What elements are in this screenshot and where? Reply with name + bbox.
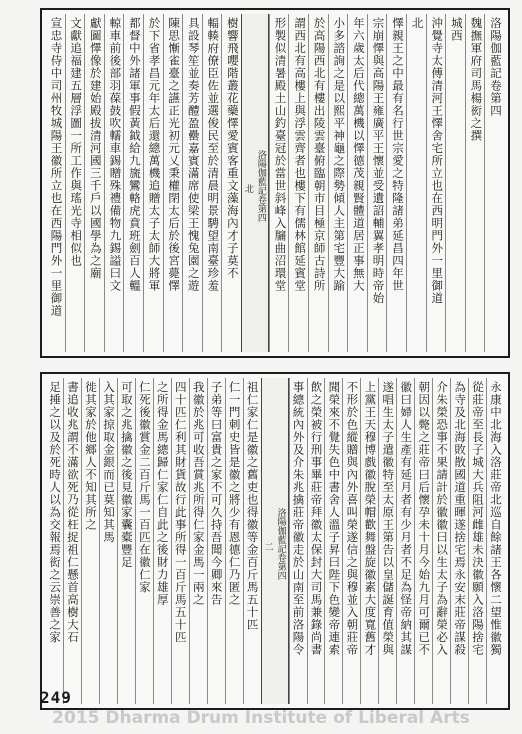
- text-column: 入其家掠取金銀而已莫知其馬: [99, 378, 117, 704]
- fold-title: 洛陽伽藍記卷第四: [255, 150, 266, 222]
- text-column: 輬車前後部羽葆鼓吹轜車錫贈殊禮備物九錫謚曰文: [104, 14, 124, 352]
- fold-margin: [261, 378, 289, 704]
- text-column: 為寺及北海敗散國道重暉遂捨宅焉永安末莊帝謀殺: [450, 378, 468, 704]
- text-column: 於下省孝昌元年太后還總萬機追贈太子太師大將軍: [143, 14, 163, 352]
- text-column: 飲之榮被行刑事畢莊帝拜徽太保封大司馬兼錄尚書: [307, 378, 325, 704]
- text-column: 都督中外諸軍事假黃鉞給九旒鸞輅虎賁班劍百人轀: [123, 14, 143, 352]
- text-column: 小多諮詢之是以熙平神龜之際勢傾人主第宅豐大踰: [328, 14, 348, 352]
- text-column: 仁死後徽賞金二百斤馬一百匹在徽仁家: [135, 378, 153, 704]
- fold-margin: [241, 14, 269, 352]
- text-column: 文獻追福建五層浮圖一所工作與瑤光寺相似也: [65, 14, 85, 352]
- text-column: 之所得金馬總歸仁家仁自此之後財力雄厚: [153, 378, 171, 704]
- text-column: 年六歲太后代總萬機以懌德茂親賢體道居正事無大: [347, 14, 367, 352]
- text-column: 我徽於兆可收吾賞兆所得仁家金馬一兩之: [189, 378, 207, 704]
- text-column: 永康中北海入洛莊帝北巡自餘諸王各懷二望惟徽獨: [486, 378, 504, 704]
- text-column: 從莊帝至長子城大兵阻河雌雄未決徽願入洛陽捨宅: [468, 378, 486, 704]
- text-column: 子弟等曰富貴之家不可久持吾聞今卿來告: [207, 378, 225, 704]
- text-column: 徽曰婦人生產有延月者有少月者不足為怪帝納其謀: [396, 378, 414, 704]
- text-column: 城西: [445, 14, 465, 352]
- fold-mark: 二: [262, 541, 273, 551]
- text-column: 懌親王之中最有名行世宗愛之特隆諸弟延昌四年世: [386, 14, 406, 352]
- text-column: 獻圖懌像於建始殿拔清河國三千戶以國學為之廟: [84, 14, 104, 352]
- text-column: 樹響飛嚶階叢花藥懌愛賓客重文藻海內才子莫不: [221, 14, 241, 352]
- text-column: 洛陽伽藍記卷第四: [484, 14, 504, 352]
- text-column: 介朱榮恐事不果請計於徽徽曰以生太子為辭榮必入: [432, 378, 450, 704]
- fold-mark: 北: [242, 183, 253, 193]
- text-column: 形製似清暑殿土山釣臺冠於當世斜峰入牖曲沼環堂: [269, 14, 289, 352]
- text-column: 聞榮來不覺失色中書舍人溫子昇曰陛下色變帝連索: [324, 378, 342, 704]
- text-column: 上黨王天穆博戲徽脫榮帽歡舞盤旋徽素大度寬舊才: [360, 378, 378, 704]
- text-column: 四十匹仁利其財貨故行此事所得一百斤馬五十匹: [171, 378, 189, 704]
- text-column: 書追收兆謂不滿欲死乃從枉捉祖仁懸首高樹大石: [63, 378, 81, 704]
- text-column: 不形於色縱贈與內外喜叫榮遂信之與穆並入朝莊帝: [342, 378, 360, 704]
- text-column: 沖覺寺太傅清河王懌舍宅所立也在西明門外一里御道: [426, 14, 446, 352]
- text-column: 魏撫軍府司馬楊衒之撰: [465, 14, 485, 352]
- text-column: 具設琴笙並奏芳醴盈罍嘉賓滿席使梁王愧兔園之遊: [182, 14, 202, 352]
- text-column: 足捶之以及於死時人以為交報焉衒之云崇善之家: [48, 381, 63, 644]
- text-column: 北: [406, 14, 426, 352]
- top-page: [40, 8, 510, 358]
- watermark: 2015 Dharma Drum Institute of Liberal Arts: [52, 708, 470, 728]
- bottom-page-columns: [46, 378, 504, 704]
- text-column: 可取之兆擒徽之後見徽家囊橐豐足: [117, 378, 135, 704]
- text-column: 宗崩懌與高陽王雍廣平王懷並受遺詔輔翼孝明時帝始: [367, 14, 387, 352]
- fold-title: 洛陽伽藍記卷第四: [275, 508, 286, 580]
- text-column: 謂西北有高樓上與浮雲齊者也樓下有儒林館延賓堂: [288, 14, 308, 352]
- text-column: 輻輳府僚臣佐並選俊民至於清晨明景騁望南臺珍羞: [202, 14, 222, 352]
- text-column: 陳思慚雀臺之讌正光初元乂秉權閉太后於後宮薨懌: [163, 14, 183, 352]
- text-column: 事總統內外及介朱兆擒莊帝徽走於山南至前洛陽令: [289, 378, 307, 704]
- bottom-page: [40, 372, 510, 710]
- text-column: 於高陽西北有樓出陵雲臺俯臨朝市目極京師古詩所: [308, 14, 328, 352]
- text-column: 宣忠寺侍中司州牧城陽王徽所立也在西陽門外一里御道: [49, 17, 64, 317]
- text-column: 祖仁家仁是徽之舊吏也得徽等金百斤馬五十匹: [243, 378, 261, 704]
- text-column: 徙其家於他鄉人不知其所之: [81, 378, 99, 704]
- page-number: 249: [40, 688, 72, 707]
- text-column: 仁一門刺史皆是徽之將少有恩德仁乃匿之: [225, 378, 243, 704]
- text-column: 朝因以斃之莊帝曰后懷孕未十月今始九月可爾已不: [414, 378, 432, 704]
- text-column: 遂唱生太子遣徽特至太原王第告以皇儲誕育值榮與: [378, 378, 396, 704]
- top-page-columns: [46, 14, 504, 352]
